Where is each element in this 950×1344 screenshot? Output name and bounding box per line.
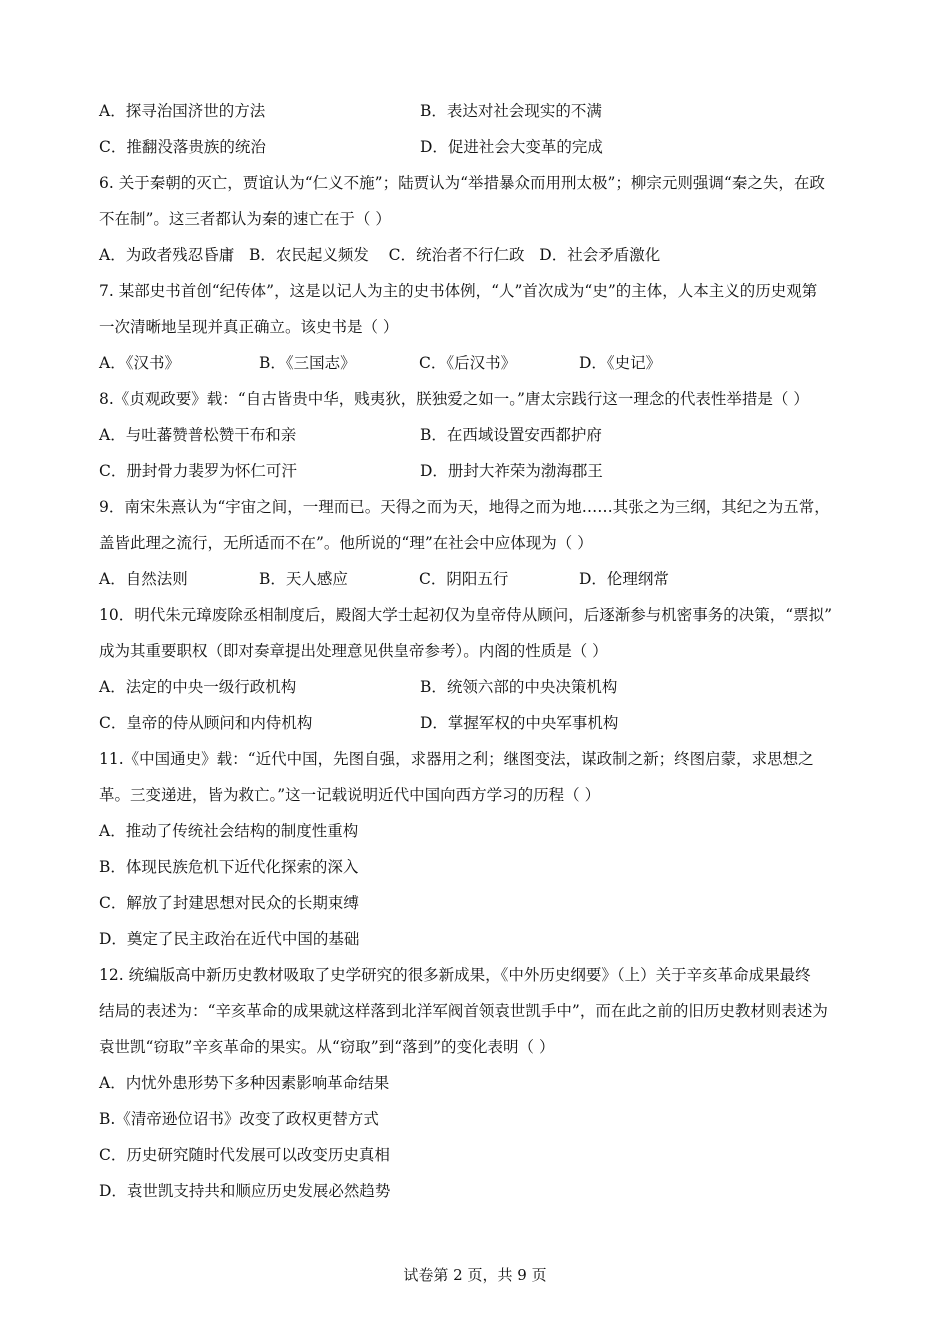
q7-option-d: D．《史记》 (579, 354, 662, 372)
q6-options (99, 237, 859, 273)
q6-stem-line-1: 6. 关于秦朝的灭亡，贾谊认为“仁义不施”；陆贾认为“举措暴众而用刑太极”；柳宗元则强调“秦之失，在政 (99, 174, 825, 192)
q8-options-row-1 (99, 417, 859, 453)
q12-option-d: D．袁世凯支持共和顺应历史发展必然趋势 (99, 1182, 391, 1200)
q9-stem-line-1: 9．南宋朱熹认为“宇宙之间，一理而已。天得之而为天，地得之而为地……其张之为三纲，其纪之为五常， (99, 498, 830, 516)
page-footer: 试卷第 2 页，共 9 页 (403, 1266, 547, 1284)
q8-options-row-2 (99, 453, 859, 489)
q12-option-b: B.《清帝逊位诏书》改变了政权更替方式 (99, 1110, 379, 1128)
q8-option-d: D．册封大祚荣为渤海郡王 (420, 462, 603, 480)
q10-stem-line-2: 成为其重要职权（即对奏章提出处理意见供皇帝参考）。内阁的性质是（ ） (99, 642, 608, 660)
q6-option-b: B．农民起义频发 (248, 246, 369, 264)
q9-options (99, 561, 859, 597)
q10-option-c: C．皇帝的侍从顾问和内侍机构 (99, 714, 313, 732)
q9-option-a: A．自然法则 (99, 570, 188, 588)
q7-option-b: B．《三国志》 (259, 354, 356, 372)
q9-option-d: D．伦理纲常 (579, 570, 669, 588)
q10-option-b: B．统领六部的中央决策机构 (420, 678, 618, 696)
carry-options-row-2 (99, 129, 859, 165)
q7-option-a: A．《汉书》 (99, 354, 180, 372)
q11-stem-line-1: 11.《中国通史》载：“近代中国，先图自强，求器用之利；继图变法，谋政制之新；终图启蒙，求思想之 (99, 750, 814, 768)
q11-option-b: B．体现民族危机下近代化探索的深入 (99, 858, 359, 876)
q10-options-row-1 (99, 669, 859, 705)
q9-option-b: B．天人感应 (259, 570, 348, 588)
q10-option-d: D．掌握军权的中央军事机构 (420, 714, 619, 732)
q9-option-c: C．阴阳五行 (419, 570, 509, 588)
q8-stem-line-1: 8.《贞观政要》载：“自古皆贵中华，贱夷狄，朕独爱之如一。”唐太宗践行这一理念的代表性举措是（ ） (99, 390, 809, 408)
q12-stem-line-2: 结局的表述为：“辛亥革命的成果就这样落到北洋军阀首领袁世凯手中”，而在此之前的旧历史教材则表述为 (99, 1002, 828, 1020)
q12-option-a: A．内忧外患形势下多种因素影响革命结果 (99, 1074, 390, 1092)
q12-option-c: C．历史研究随时代发展可以改变历史真相 (99, 1146, 390, 1164)
q8-option-b: B．在西域设置安西都护府 (420, 426, 602, 444)
option-a: A．探寻治国济世的方法 (99, 102, 266, 120)
option-c: C．推翻没落贵族的统治 (99, 138, 266, 156)
page-content (99, 93, 859, 1209)
q6-stem-line-2: 不在制”。这三者都认为秦的速亡在于（ ） (99, 210, 391, 228)
q6-option-d: D．社会矛盾激化 (539, 246, 661, 264)
carry-options-row-1 (99, 93, 859, 129)
q10-options-row-2 (99, 705, 859, 741)
q11-option-d: D．奠定了民主政治在近代中国的基础 (99, 930, 360, 948)
q7-option-c: C．《后汉书》 (419, 354, 517, 372)
q7-stem-line-1: 7. 某部史书首创“纪传体”，这是以记人为主的史书体例，“人”首次成为“史”的主体，人本主义的历史观第 (99, 282, 818, 300)
option-b: B．表达对社会现实的不满 (420, 102, 602, 120)
q12-stem-line-3: 袁世凯“窃取”辛亥革命的果实。从“窃取”到“落到”的变化表明（ ） (99, 1038, 555, 1056)
q11-stem-line-2: 革。三变递进，皆为救亡。”这一记载说明近代中国向西方学习的历程（ ） (99, 786, 601, 804)
option-d: D．促进社会大变革的完成 (420, 138, 603, 156)
q8-option-c: C．册封骨力裴罗为怀仁可汗 (99, 462, 297, 480)
q7-stem-line-2: 一次清晰地呈现并真正确立。该史书是（ ） (99, 318, 399, 336)
q10-stem-line-1: 10．明代朱元璋废除丞相制度后，殿阁大学士起初仅为皇帝侍从顾问，后逐渐参与机密事务的决策，“票拟” (99, 606, 833, 624)
q6-option-c: C．统治者不行仁政 (388, 246, 525, 264)
q11-option-a: A．推动了传统社会结构的制度性重构 (99, 822, 359, 840)
q12-stem-line-1: 12. 统编版高中新历史教材吸取了史学研究的很多新成果，《中外历史纲要》（上）关于辛亥革命成果最终 (99, 966, 811, 984)
q6-option-a: A．为政者残忍昏庸 (99, 246, 235, 264)
q11-option-c: C．解放了封建思想对民众的长期束缚 (99, 894, 359, 912)
q7-options (99, 345, 859, 381)
q8-option-a: A．与吐蕃赞普松赞干布和亲 (99, 426, 297, 444)
q9-stem-line-2: 盖皆此理之流行，无所适而不在”。他所说的“理”在社会中应体现为（ ） (99, 534, 593, 552)
q10-option-a: A．法定的中央一级行政机构 (99, 678, 297, 696)
